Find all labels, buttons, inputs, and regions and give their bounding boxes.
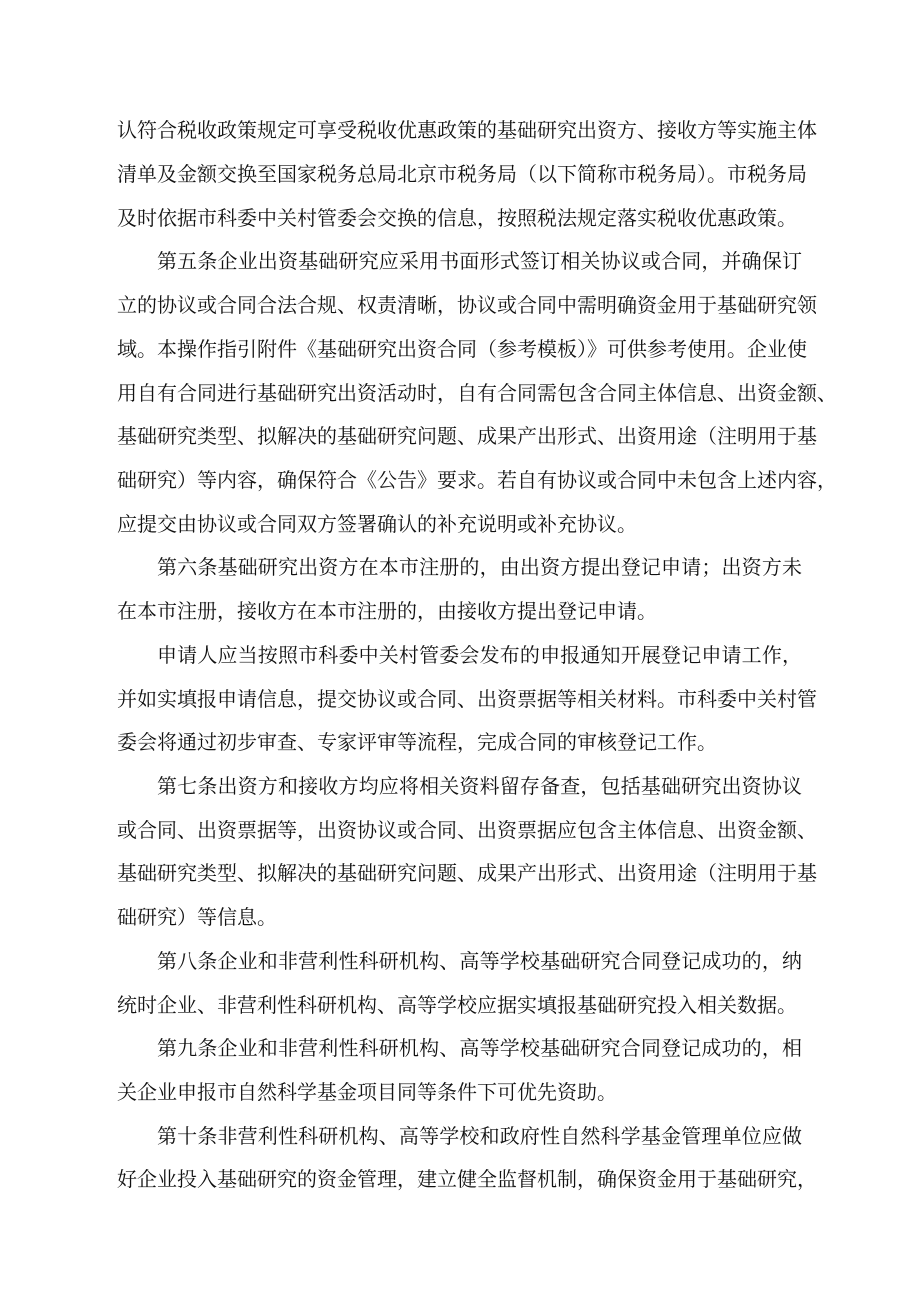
text-line [0,985,920,1025]
text-line-content: 第六条基础研究出资方在本市注册的，由出资方提出登记申请；出资方未 [157,555,802,579]
text-line [0,897,920,937]
text-line [0,373,920,413]
text-line-content: 在本市注册，接收方在本市注册的，由接收方提出登记申请。 [117,599,657,623]
text-line-content: 础研究）等内容，确保符合《公告》要求。若自有协议或合同中未包含上述内容， [117,468,837,492]
text-line-content: 础研究）等信息。 [117,905,277,929]
text-line-content: 第九条企业和非营利性科研机构、高等学校基础研究合同登记成功的，相 [157,1036,802,1060]
text-line-content: 认符合税收政策规定可享受税收优惠政策的基础研究出资方、接收方等实施主体 [117,118,817,142]
paragraph-first-line [0,241,920,281]
text-line-content: 第八条企业和非营利性科研机构、高等学校基础研究合同登记成功的，纳 [157,949,802,973]
paragraph-first-line [0,1028,920,1068]
text-line [0,285,920,325]
text-line-content: 统时企业、非营利性科研机构、高等学校应据实填报基础研究投入相关数据。 [117,993,797,1017]
text-line [0,504,920,544]
paragraph-first-line [0,941,920,981]
text-line [0,1072,920,1112]
text-line [0,154,920,194]
text-line-content: 关企业申报市自然科学基金项目同等条件下可优先资助。 [117,1080,617,1104]
paragraph-first-line [0,766,920,806]
text-line-content: 清单及金额交换至国家税务总局北京市税务局（以下简称市税务局）。市税务局 [117,162,807,186]
paragraph-first-line [0,635,920,675]
text-line-content: 基础研究类型、拟解决的基础研究问题、成果产出形式、出资用途（注明用于基 [117,861,817,885]
text-line-content: 域。本操作指引附件《基础研究出资合同（参考模板）》可供参考使用。企业使 [117,337,807,361]
text-line-content: 第十条非营利性科研机构、高等学校和政府性自然科学基金管理单位应做 [157,1124,802,1148]
paragraph-first-line [0,1116,920,1156]
text-line [0,853,920,893]
text-line [0,329,920,369]
text-line-content: 并如实填报申请信息，提交协议或合同、出资票据等相关材料。市科委中关村管 [117,687,817,711]
text-line [0,110,920,150]
text-line-content: 第七条出资方和接收方均应将相关资料留存备查，包括基础研究出资协议 [157,774,802,798]
text-line [0,722,920,762]
text-line-content: 好企业投入基础研究的资金管理，建立健全监督机制，确保资金用于基础研究， [117,1167,817,1191]
text-line [0,460,920,500]
text-line [0,679,920,719]
text-line [0,198,920,238]
paragraph-first-line [0,547,920,587]
text-line-content: 基础研究类型、拟解决的基础研究问题、成果产出形式、出资用途（注明用于基 [117,424,817,448]
text-line-content: 立的协议或合同合法合规、权责清晰，协议或合同中需明确资金用于基础研究领 [117,293,817,317]
text-line-content: 第五条企业出资基础研究应采用书面形式签订相关协议或合同，并确保订 [157,249,802,273]
text-line-content: 用自有合同进行基础研究出资活动时，自有合同需包含合同主体信息、出资金额、 [117,381,837,405]
text-line [0,1159,920,1199]
text-line [0,810,920,850]
text-line-content: 应提交由协议或合同双方签署确认的补充说明或补充协议。 [117,512,637,536]
text-line-content: 申请人应当按照市科委中关村管委会发布的申报通知开展登记申请工作， [157,643,802,667]
text-line [0,416,920,456]
text-line-content: 或合同、出资票据等，出资协议或合同、出资票据应包含主体信息、出资金额、 [117,818,817,842]
text-line-content: 委会将通过初步审查、专家评审等流程，完成合同的审核登记工作。 [117,730,717,754]
text-line-content: 及时依据市科委中关村管委会交换的信息，按照税法规定落实税收优惠政策。 [117,206,797,230]
text-line [0,591,920,631]
